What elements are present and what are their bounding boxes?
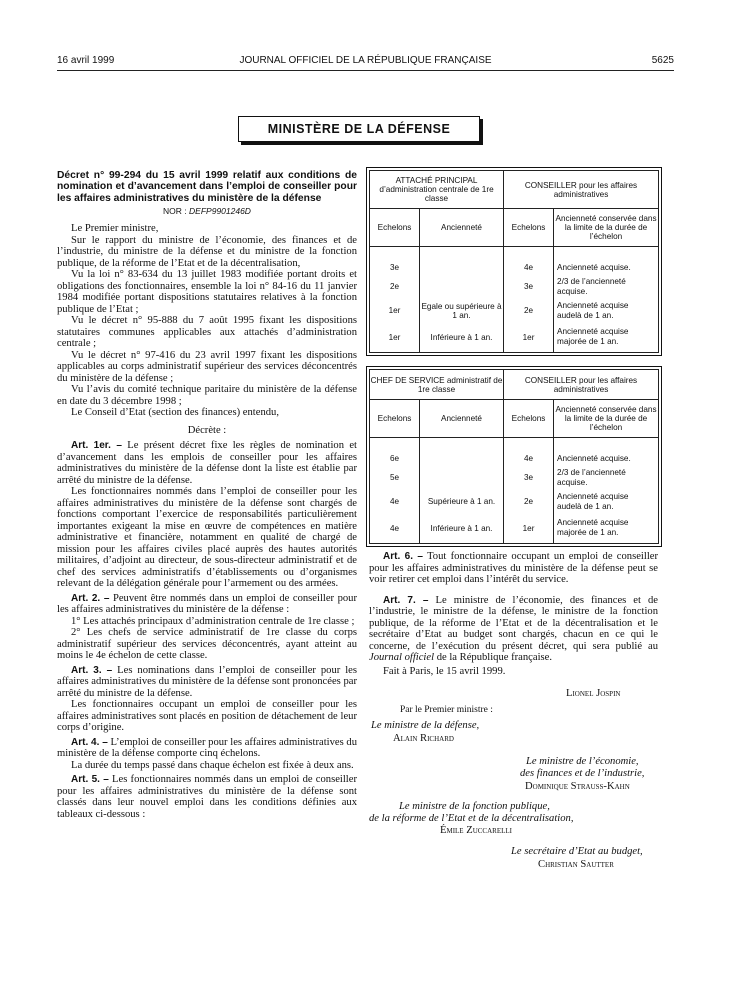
paragraph: La durée du temps passé dans chaque échelon est fixée à deux ans. bbox=[71, 759, 354, 771]
right-column bbox=[369, 548, 658, 664]
col-anciennete-conservee: Ancienneté conservée dans la limite de la durée de l’échelon bbox=[554, 209, 659, 247]
table-cell: 4e bbox=[370, 514, 420, 544]
article-text: L’emploi de conseiller pour les affaires administratives du ministère de la défense comporte cinq échelons. bbox=[57, 736, 357, 760]
header-rule bbox=[57, 70, 674, 71]
place-date: Fait à Paris, le 15 avril 1999. bbox=[383, 666, 506, 677]
col-echelons: Echelons bbox=[504, 400, 554, 438]
article-text: Les nominations dans l’emploi de conseiller pour les affaires administratives du ministère de la défense sont prononcées par arrêté du ministre de la défense. bbox=[57, 664, 357, 699]
signatory-name: Émile Zuccarelli bbox=[440, 825, 512, 836]
signatory-title: des finances et de l’industrie, bbox=[520, 768, 645, 779]
table-cell: 4e bbox=[504, 261, 554, 275]
article-text: Les fonctionnaires nommés dans un emploi de conseiller pour les affaires administratives du ministère de la défense sont classés dans leur nouvel emploi dans les conditions définies aux tableaux ci-dessous : bbox=[57, 774, 357, 820]
col-echelons: Echelons bbox=[370, 400, 420, 438]
page-header bbox=[57, 55, 674, 69]
page-number: 5625 bbox=[651, 55, 674, 66]
table-cell: 4e bbox=[504, 452, 554, 466]
article-text: de la République française. bbox=[436, 652, 552, 663]
article-4 bbox=[57, 737, 357, 760]
table-cell: 2e bbox=[504, 299, 554, 323]
table-head-right: CONSEILLER pour les affaires administratives bbox=[504, 370, 659, 400]
decrete: Décrète : bbox=[187, 424, 227, 436]
col-echelons: Echelons bbox=[504, 209, 554, 247]
article-label: Art. 3. – bbox=[71, 664, 113, 676]
paragraph: Sur le rapport du ministre de l’économie, des finances et de l’industrie, du ministre de la défense et du ministre de la fonction publique, de la réforme de l’Etat et de la décentralisation, bbox=[57, 234, 357, 269]
table-cell bbox=[420, 466, 504, 490]
article-3 bbox=[57, 665, 357, 700]
table-head-left: CHEF DE SERVICE administratif de 1re classe bbox=[370, 370, 504, 400]
signatory-name: Dominique Strauss-Kahn bbox=[525, 781, 630, 792]
signatory-title: Le secrétaire d’Etat au budget, bbox=[511, 846, 643, 857]
article-text: Tout fonctionnaire occupant un emploi de conseiller pour les affaires administratives du ministère de la défense peut se voir retirer cet emploi dans l’intérêt du service. bbox=[369, 551, 658, 585]
table-cell: Inférieure à 1 an. bbox=[420, 323, 504, 353]
table-head-left: ATTACHÉ PRINCIPAL d’administration centrale de 1re classe bbox=[370, 171, 504, 209]
table-row bbox=[370, 299, 659, 323]
table-row bbox=[370, 323, 659, 353]
table-row bbox=[370, 261, 659, 275]
signatory-pm: Lionel Jospin bbox=[566, 688, 621, 699]
table-cell bbox=[420, 261, 504, 275]
table-cell: Ancienneté acquise majorée de 1 an. bbox=[554, 514, 659, 544]
classification-table-attache bbox=[369, 170, 659, 353]
table-cell: 3e bbox=[504, 275, 554, 299]
article-label: Art. 4. – bbox=[71, 736, 108, 748]
table-cell: 2e bbox=[504, 490, 554, 514]
signatory-title: Le ministre de la défense, bbox=[371, 720, 480, 731]
table-row bbox=[370, 490, 659, 514]
article-2 bbox=[57, 593, 357, 616]
nor-label: NOR : bbox=[163, 205, 187, 216]
table-row bbox=[370, 514, 659, 544]
paragraph: Les fonctionnaires nommés dans l’emploi de conseiller pour les affaires administratives du ministère de la défense sont chargés de fonctions comportant l’exercice de responsabilités particulièrement importantes exigeant la mise en œuvre de compétences en matière administrative et financière, notamment en qualité de chargé de mission pour les affaires civiles placé auprès des hautes autorités militaires, d’adjoint au directeur, de sous-directeur administratif et de chef des services administratifs d’établissements ou d’organismes relevant de la délégation générale pour l’armement ou des armées. bbox=[57, 486, 357, 590]
par-premier-ministre: Par le Premier ministre : bbox=[400, 705, 493, 715]
col-anciennete-conservee: Ancienneté conservée dans la limite de la durée de l’échelon bbox=[554, 400, 659, 438]
list-item: 2° Les chefs de service administratif de 1re classe du corps administratif supérieur des services déconcentrés, ayant atteint au moins le 4e échelon de cette classe. bbox=[57, 627, 357, 662]
article-7 bbox=[369, 595, 658, 664]
paragraph: Les fonctionnaires occupant un emploi de conseiller pour les affaires administratives sont placés en position de détachement de leur corps d’origine. bbox=[57, 699, 357, 734]
table-row bbox=[370, 466, 659, 490]
table-cell: 1er bbox=[504, 323, 554, 353]
article-label: Art. 1er. – bbox=[71, 440, 122, 452]
article-text: Peuvent être nommés dans un emploi de conseiller pour les affaires administratives du ministère de la défense : bbox=[57, 592, 357, 616]
nor-reference bbox=[57, 206, 357, 218]
article-label: Art. 7. – bbox=[383, 594, 429, 606]
signatory-title: Le ministre de l’économie, bbox=[526, 756, 639, 767]
article-text: Le ministre de l’économie, des finances et de l’industrie, le ministre de la défense, le ministre de la fonction publique, de la réforme de l’Etat et de la décentralisation et le secrétaire d’Etat au budget sont chargés, chacun en ce qui le concerne, de l’exécution du présent décret, qui sera publié au bbox=[369, 594, 658, 652]
left-column bbox=[57, 170, 357, 820]
article-5 bbox=[57, 774, 357, 820]
classification-table-chef-service bbox=[369, 369, 659, 544]
table-cell: Ancienneté acquise majorée de 1 an. bbox=[554, 323, 659, 353]
table-cell: Ancienneté acquise. bbox=[554, 452, 659, 466]
article-label: Art. 5. – bbox=[71, 774, 109, 786]
article-text: Le présent décret fixe les règles de nomination et d’avancement dans les emplois de conseiller pour les affaires administratives du ministère de la défense dont la liste est établie par arrêté du ministre de la défense. bbox=[57, 440, 357, 486]
paragraph: Vu le décret n° 97-416 du 23 avril 1997 fixant les dispositions applicables au corps administratif supérieur des services déconcentrés du ministère de la défense ; bbox=[57, 349, 357, 384]
col-echelons: Echelons bbox=[370, 209, 420, 247]
table-cell: 2e bbox=[370, 275, 420, 299]
table-cell bbox=[420, 452, 504, 466]
issue-date: 16 avril 1999 bbox=[57, 55, 115, 66]
table-cell: 5e bbox=[370, 466, 420, 490]
table-row bbox=[370, 275, 659, 299]
paragraph: Le Premier ministre, bbox=[71, 223, 159, 235]
table-cell: 1er bbox=[370, 299, 420, 323]
table-cell: 3e bbox=[370, 261, 420, 275]
article-1 bbox=[57, 440, 357, 486]
table-cell: 4e bbox=[370, 490, 420, 514]
col-anciennete: Ancienneté bbox=[420, 400, 504, 438]
table-cell: 1er bbox=[504, 514, 554, 544]
table-cell: 2/3 de l’ancienneté acquise. bbox=[554, 275, 659, 299]
table-cell: Ancienneté acquise audelà de 1 an. bbox=[554, 299, 659, 323]
paragraph: Vu le décret n° 95-888 du 7 août 1995 fixant les dispositions statutaires communes applicables aux attachés d’administration centrale ; bbox=[57, 315, 357, 350]
list-item: 1° Les attachés principaux d’administration centrale de 1re classe ; bbox=[71, 615, 355, 627]
paragraph: Vu la loi n° 83-634 du 13 juillet 1983 modifiée portant droits et obligations des fonctionnaires, ensemble la loi n° 84-16 du 11 janvier 1984 modifiée portant dispositions statutaires relatives à la fonction publique de l’Etat ; bbox=[57, 269, 357, 315]
table-cell: Ancienneté acquise audelà de 1 an. bbox=[554, 490, 659, 514]
article-label: Art. 6. – bbox=[383, 551, 423, 562]
table-cell: Inférieure à 1 an. bbox=[420, 514, 504, 544]
table-head-right: CONSEILLER pour les affaires administratives bbox=[504, 171, 659, 209]
table-cell: 6e bbox=[370, 452, 420, 466]
table-cell: Ancienneté acquise. bbox=[554, 261, 659, 275]
table-cell: 2/3 de l’ancienneté acquise. bbox=[554, 466, 659, 490]
journal-title: JOURNAL OFFICIEL DE LA RÉPUBLIQUE FRANÇAISE bbox=[239, 55, 492, 66]
journal-reference: Journal officiel bbox=[369, 652, 435, 663]
table-cell bbox=[420, 275, 504, 299]
signatory-name: Alain Richard bbox=[393, 733, 454, 744]
table-cell: 1er bbox=[370, 323, 420, 353]
table-cell: Supérieure à 1 an. bbox=[420, 490, 504, 514]
paragraph: Vu l’avis du comité technique paritaire du ministère de la défense en date du 3 décembre 1998 ; bbox=[57, 384, 357, 407]
nor-value: DEFP9901246D bbox=[189, 205, 251, 216]
ministry-title: MINISTÈRE DE LA DÉFENSE bbox=[238, 116, 480, 142]
table-cell: 3e bbox=[504, 466, 554, 490]
col-anciennete: Ancienneté bbox=[420, 209, 504, 247]
article-6 bbox=[369, 551, 658, 586]
table-row bbox=[370, 452, 659, 466]
paragraph: Le Conseil d’Etat (section des finances) entendu, bbox=[71, 407, 279, 419]
signatory-title: Le ministre de la fonction publique, bbox=[399, 801, 550, 812]
signatory-name: Christian Sautter bbox=[538, 859, 614, 870]
decree-title: Décret n° 99-294 du 15 avril 1999 relatif aux conditions de nomination et d’avancement dans l’emploi de conseiller pour les affaires administratives du ministère de la défense bbox=[57, 170, 357, 204]
signatory-title: de la réforme de l’Etat et de la décentralisation, bbox=[369, 813, 574, 824]
article-label: Art. 2. – bbox=[71, 592, 110, 604]
table-cell: Egale ou supérieure à 1 an. bbox=[420, 299, 504, 323]
